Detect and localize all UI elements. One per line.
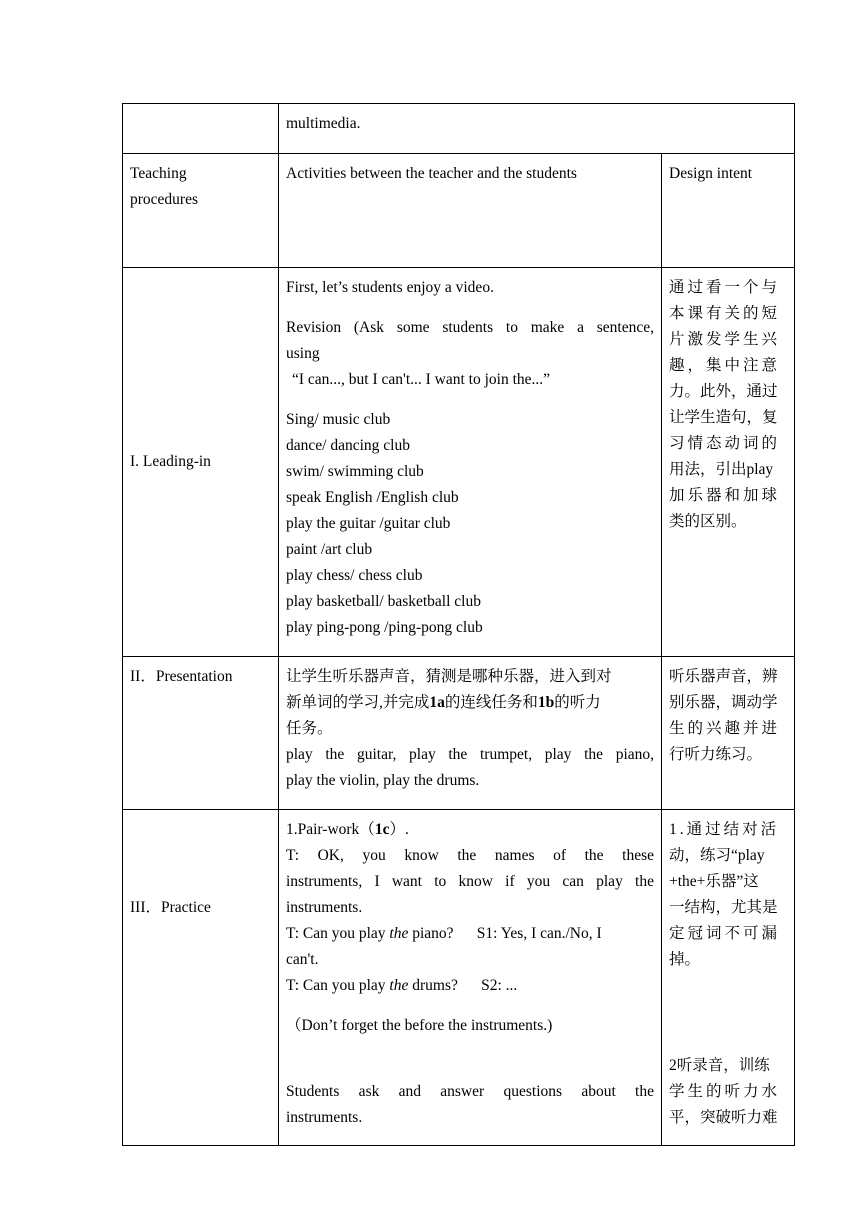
header-row <box>123 154 795 268</box>
procedure-leading-in: I. Leading-in <box>123 268 279 657</box>
list-item: play the guitar /guitar club <box>286 515 451 532</box>
cell-text: multimedia. <box>286 115 361 132</box>
activities-practice: 1.Pair-work（1c）. T: OK, you know the names of the these instruments, I want to know if you can play the instruments. T: Can you play the piano? S1: Yes, I can./No, I can't. T: Can you play the drums? S2: ... （Don’t forget the before the instruments.) Students ask and answer questions about the instruments. <box>279 810 662 1146</box>
header-activities: Activities between the teacher and the students <box>279 154 662 268</box>
list-item: play basketball/ basketball club <box>286 593 481 610</box>
list-item: play ping-pong /ping-pong club <box>286 619 483 636</box>
activities-cell <box>279 104 795 154</box>
list-item: Sing/ music club <box>286 411 391 428</box>
lesson-plan-table <box>122 103 795 1146</box>
table-row-practice <box>123 810 795 1146</box>
list-item: dance/ dancing club <box>286 437 410 454</box>
list-item: play chess/ chess club <box>286 567 423 584</box>
intent-leading-in: 通过看一个与 本课有关的短 片激发学生兴 趣，集中注意 力。此外，通过 让学生造句，复 习情态动词的 用法，引出play 加乐器和加球 类的区别。 <box>662 268 795 657</box>
table-row-presentation <box>123 657 795 810</box>
list-item: speak English /English club <box>286 489 459 506</box>
header-procedures: Teaching procedures <box>123 154 279 268</box>
table-row <box>123 104 795 154</box>
activities-leading-in: First, let’s students enjoy a video. Revision (Ask some students to make a sentence, using “I can..., but I can't... I want to join the...” Sing/ music club dance/ dancing club swim/ swimming club speak English /English club play the guitar /guitar club paint /art club play chess/ chess club play basketball/ basketball club play ping-pong /ping-pong club <box>279 268 662 657</box>
activities-presentation: 让学生听乐器声音，猜测是哪种乐器，进入到对 新单词的学习,并完成1a的连线任务和1b的听力 任务。 play the guitar, play the trumpet, play the piano, play the violin, play the drums. <box>279 657 662 810</box>
procedure-practice: III．Practice <box>123 810 279 1146</box>
list-item: swim/ swimming club <box>286 463 424 480</box>
intent-practice: 1.通过结对活 动，练习“play +the+乐器”这 一结构，尤其是 定冠词不可漏 掉。 2听录音，训练 学生的听力水 平，突破听力难 <box>662 810 795 1146</box>
intent-presentation: 听乐器声音，辨 别乐器，调动学 生的兴趣并进 行听力练习。 <box>662 657 795 810</box>
list-item: paint /art club <box>286 541 373 558</box>
table-row-leading-in <box>123 268 795 657</box>
procedure-presentation: II．Presentation <box>123 657 279 810</box>
empty-cell <box>123 104 279 154</box>
header-design-intent: Design intent <box>662 154 795 268</box>
